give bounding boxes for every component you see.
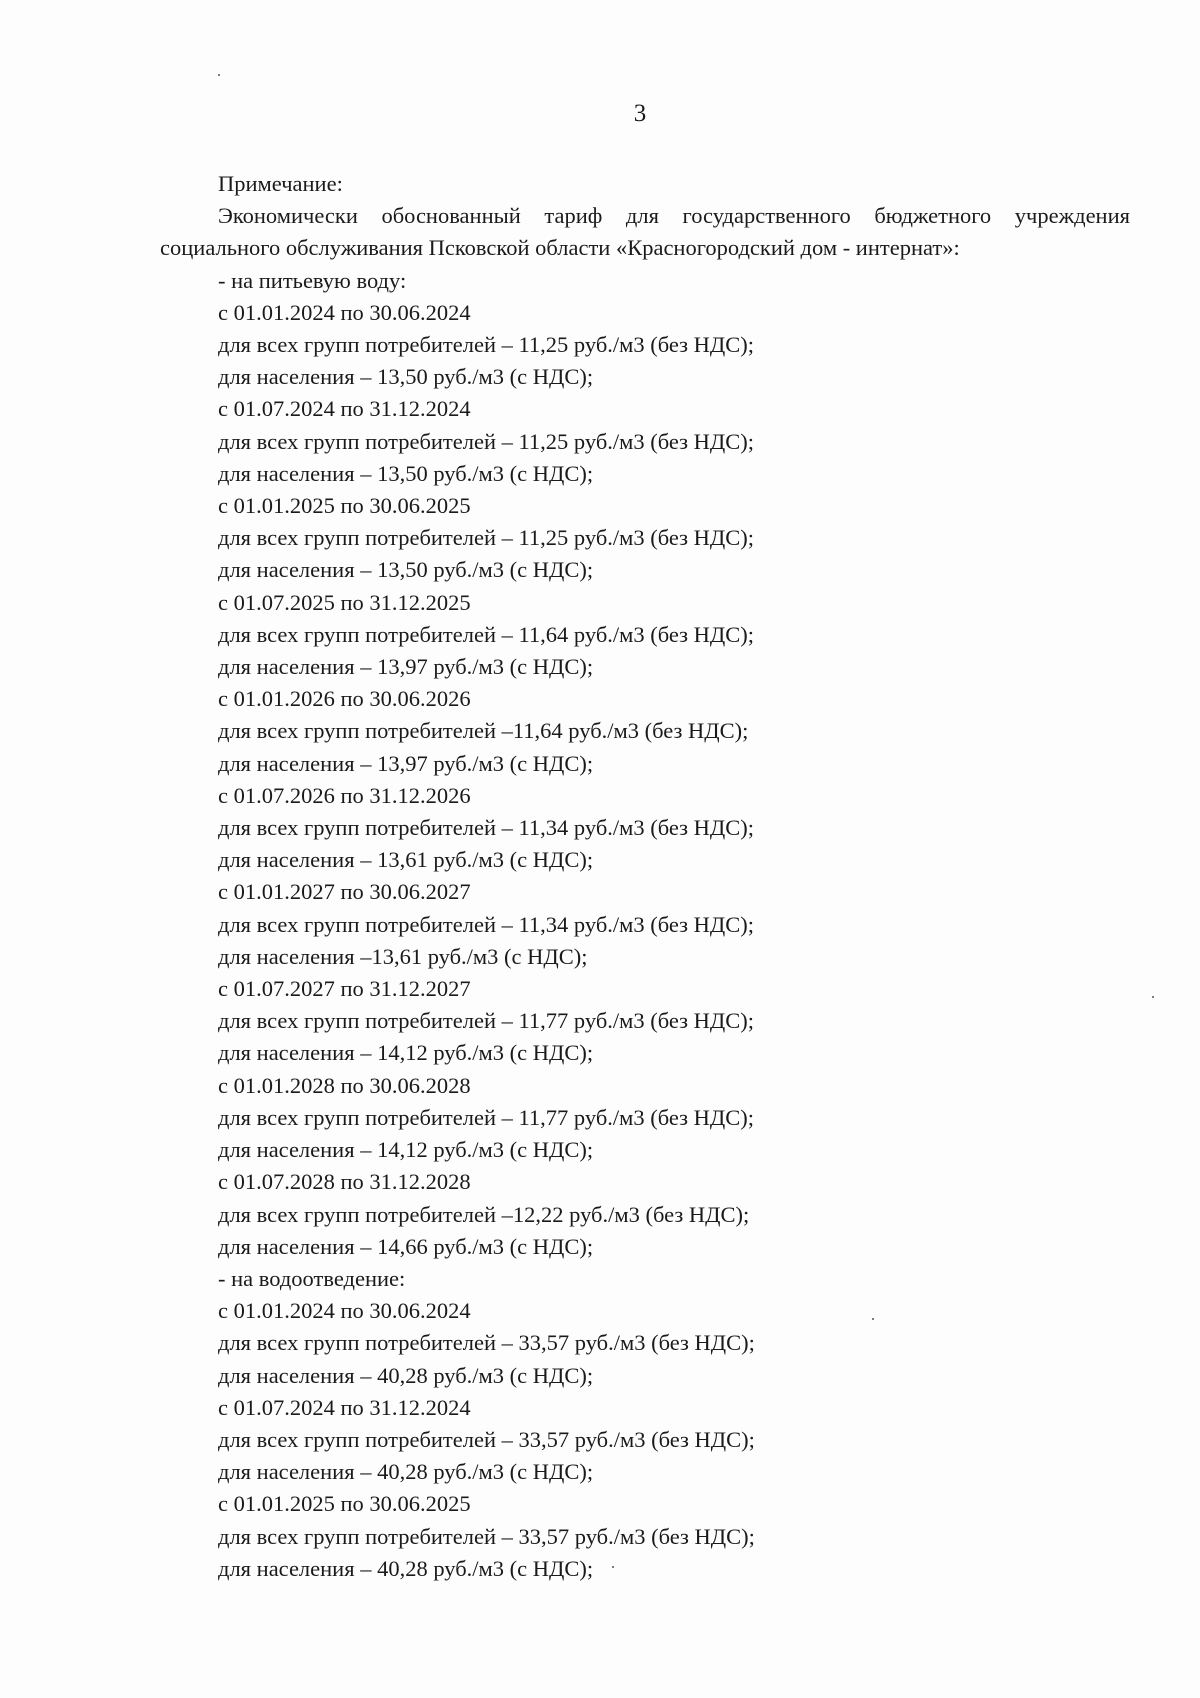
tariff-all-consumers: для всех групп потребителей – 11,25 руб./м3 (без НДС);: [218, 525, 755, 551]
tariff-period: с 01.01.2027 по 30.06.2027: [218, 879, 471, 905]
tariff-period: с 01.07.2024 по 31.12.2024: [218, 1394, 471, 1420]
tariff-all-consumers: для всех групп потребителей –11,64 руб./м3 (без НДС);: [218, 718, 749, 744]
tariff-period: с 01.07.2027 по 31.12.2027: [218, 976, 471, 1002]
tariff-period: с 01.01.2024 по 30.06.2024: [218, 299, 471, 325]
tariff-population: для населения – 13,97 руб./м3 (с НДС);: [218, 654, 594, 680]
tariff-period: с 01.01.2028 по 30.06.2028: [218, 1072, 471, 1098]
tariff-population: для населения – 13,50 руб./м3 (с НДС);: [218, 557, 594, 583]
tariff-all-consumers: для всех групп потребителей – 11,77 руб./м3 (без НДС);: [218, 1008, 755, 1034]
tariff-all-consumers: для всех групп потребителей – 33,57 руб./м3 (без НДС);: [218, 1330, 755, 1356]
tariff-period: с 01.01.2024 по 30.06.2024: [218, 1298, 471, 1324]
tariff-all-consumers: для всех групп потребителей – 11,34 руб./м3 (без НДС);: [218, 815, 755, 841]
note-label: Примечание:: [218, 171, 343, 196]
tariff-population: для населения – 14,12 руб./м3 (с НДС);: [218, 1040, 594, 1066]
tariff-population: для населения – 13,97 руб./м3 (с НДС);: [218, 750, 594, 776]
tariff-population: для населения – 40,28 руб./м3 (с НДС);: [218, 1362, 594, 1388]
tariff-all-consumers: для всех групп потребителей – 33,57 руб./м3 (без НДС);: [218, 1426, 755, 1452]
scan-speck: [872, 1318, 874, 1320]
tariff-population: для населения – 13,50 руб./м3 (с НДС);: [218, 364, 594, 390]
tariff-period: с 01.01.2025 по 30.06.2025: [218, 1491, 471, 1517]
tariff-all-consumers: для всех групп потребителей – 11,77 руб./м3 (без НДС);: [218, 1104, 755, 1130]
tariff-population: для населения – 13,50 руб./м3 (с НДС);: [218, 460, 594, 486]
section-heading: - на питьевую воду:: [218, 267, 407, 293]
section-drinking-water: [160, 265, 1130, 1263]
tariff-population: для населения – 13,61 руб./м3 (с НДС);: [218, 847, 594, 873]
tariff-all-consumers: для всех групп потребителей – 11,25 руб./м3 (без НДС);: [218, 332, 755, 358]
tariff-period: с 01.07.2028 по 31.12.2028: [218, 1169, 471, 1195]
document-body: [160, 168, 1130, 1585]
intro-line-2: социального обслуживания Псковской области «Красногородский дом - интернат»:: [160, 235, 960, 261]
scan-speck: [1152, 996, 1154, 998]
tariff-all-consumers: для всех групп потребителей – 33,57 руб./м3 (без НДС);: [218, 1523, 755, 1549]
intro-line-1: Экономически обоснованный тариф для государственного бюджетного учреждения: [218, 203, 1130, 229]
tariff-period: с 01.07.2025 по 31.12.2025: [218, 589, 471, 615]
tariff-period: с 01.07.2026 по 31.12.2026: [218, 782, 471, 808]
tariff-period: с 01.01.2025 по 30.06.2025: [218, 493, 471, 519]
page-number: 3: [633, 100, 647, 127]
section-wastewater: [160, 1263, 1130, 1585]
scan-speck: [218, 74, 220, 76]
tariff-population: для населения – 40,28 руб./м3 (с НДС);: [218, 1459, 594, 1485]
scan-speck: [612, 1566, 614, 1568]
tariff-population: для населения – 40,28 руб./м3 (с НДС);: [218, 1555, 594, 1581]
tariff-period: с 01.01.2026 по 30.06.2026: [218, 686, 471, 712]
tariff-all-consumers: для всех групп потребителей – 11,64 руб./м3 (без НДС);: [218, 621, 755, 647]
tariff-population: для населения –13,61 руб./м3 (с НДС);: [218, 943, 588, 969]
tariff-all-consumers: для всех групп потребителей – 11,25 руб./м3 (без НДС);: [218, 428, 755, 454]
tariff-all-consumers: для всех групп потребителей –12,22 руб./м3 (без НДС);: [218, 1201, 750, 1227]
tariff-population: для населения – 14,12 руб./м3 (с НДС);: [218, 1137, 594, 1163]
tariff-all-consumers: для всех групп потребителей – 11,34 руб./м3 (без НДС);: [218, 911, 755, 937]
tariff-period: с 01.07.2024 по 31.12.2024: [218, 396, 471, 422]
section-heading: - на водоотведение:: [218, 1265, 406, 1291]
tariff-population: для населения – 14,66 руб./м3 (с НДС);: [218, 1233, 594, 1259]
